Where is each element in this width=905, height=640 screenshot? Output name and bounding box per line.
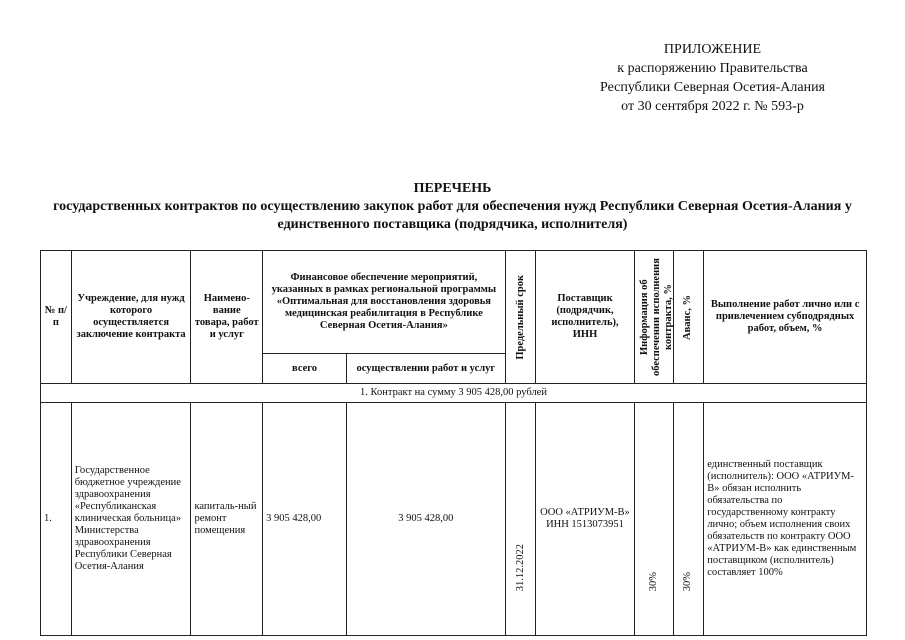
table-row	[41, 403, 867, 636]
section-row	[41, 384, 867, 403]
header-advance: Аванс, %	[682, 294, 694, 340]
header-advance-cell	[673, 251, 704, 384]
appendix-heading: ПРИЛОЖЕНИЕ	[663, 42, 762, 57]
row-security-cell	[634, 403, 673, 636]
row-advance: 30%	[682, 571, 694, 591]
row-deadline: 31.12.2022	[514, 543, 526, 591]
header-financing: Финансовое обеспечение мероприятий, указанных в рамках региональной программы «Оптимальная для восстановления здоровья медицинская реабилитация в Республике Северная Осетия-Алания»	[263, 251, 506, 354]
document-title	[40, 180, 865, 234]
appendix-block	[560, 40, 865, 116]
row-execution: единственный поставщик (исполнитель): ООО «АТРИУМ-В» обязан исполнить обязательства по государственному контракту лично; объем исполнения своих обязательств по контракту ООО «АТРИУМ-В» как единственным поставщиком (исполнитель) составляет 100%	[704, 403, 867, 636]
row-advance-cell	[673, 403, 704, 636]
row-deadline-cell	[505, 403, 536, 636]
title-main: ПЕРЕЧЕНЬ	[413, 181, 492, 196]
row-total: 3 905 428,00	[263, 403, 347, 636]
header-supplier: Поставщик (подрядчик, исполнитель), ИНН	[536, 251, 634, 384]
row-institution: Государственное бюджетное учреждение здравоохранения «Республиканская клиническая больница» Министерства здравоохранения Республики Северная Осетия-Алания	[71, 403, 191, 636]
header-security: Информация об обеспечении исполнения контракта, %	[638, 258, 674, 376]
header-total: всего	[263, 354, 347, 384]
header-institution: Учреждение, для нужд которого осуществляется заключение контракта	[71, 251, 191, 384]
table-header-row	[41, 251, 867, 354]
contracts-table	[40, 250, 867, 636]
header-name: Наимено-вание товара, работ и услуг	[191, 251, 263, 384]
row-supplier: ООО «АТРИУМ-В» ИНН 1513073951	[536, 403, 634, 636]
header-deadline-cell	[505, 251, 536, 384]
row-num: 1.	[41, 403, 72, 636]
row-security: 30%	[647, 571, 659, 591]
header-num: № п/п	[41, 251, 72, 384]
appendix-date: от 30 сентября 2022 г. № 593-р	[621, 99, 804, 114]
title-subtitle: государственных контрактов по осуществлению закупок работ для обеспечения нужд Республики Северная Осетия-Алания у единственного поставщика (подрядчика, исполнителя)	[53, 199, 852, 232]
header-works: осуществлении работ и услуг	[347, 354, 506, 384]
row-name: капиталь-ный ремонт помещения	[191, 403, 263, 636]
section-label: 1. Контракт на сумму 3 905 428,00 рублей	[41, 384, 867, 403]
appendix-line: к распоряжению Правительства	[617, 61, 808, 76]
header-execution: Выполнение работ лично или с привлечением субподрядных работ, объем, %	[704, 251, 867, 384]
appendix-line: Республики Северная Осетия-Алания	[600, 80, 825, 95]
header-deadline: Предельный срок	[514, 274, 526, 360]
header-security-cell	[634, 251, 673, 384]
row-works: 3 905 428,00	[347, 403, 506, 636]
